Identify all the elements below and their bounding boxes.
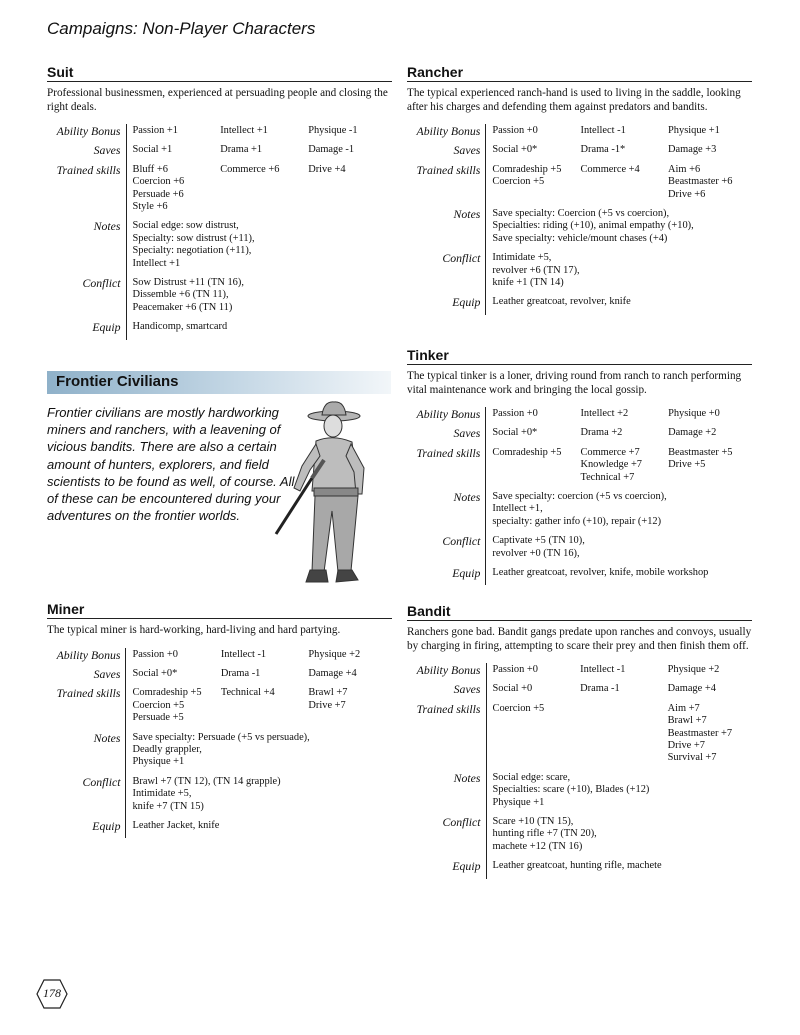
stat-cell: Intimidate +5, revolver +6 (TN 17), knife +1 (TN 14) xyxy=(492,252,580,289)
stat-row-saves xyxy=(47,143,392,162)
npc-description: The typical experienced ranch-hand is used to living in the saddle, looking after his charges and defending them against predators and bandits. xyxy=(407,87,741,113)
stat-row-ability xyxy=(407,124,752,143)
stat-cell: Drama +2 xyxy=(580,427,623,439)
stat-cell: Comradeship +5 xyxy=(492,446,562,458)
stat-cell: Aim +7 Brawl +7 Beastmaster +7 Drive +7 Survival +7 xyxy=(667,702,733,764)
row-label: Ability Bonus xyxy=(407,407,486,426)
row-label: Saves xyxy=(47,667,126,686)
row-label: Equip xyxy=(407,566,486,585)
stat-cell: Drama -1 xyxy=(580,683,620,695)
row-label: Saves xyxy=(407,426,486,445)
row-label: Conflict xyxy=(47,276,126,320)
npc-block-suit xyxy=(47,64,392,340)
stat-table xyxy=(47,124,392,340)
stat-row-skills xyxy=(47,163,392,220)
stat-cell: Leather greatcoat, revolver, knife xyxy=(492,296,631,308)
stat-cell: Passion +0 xyxy=(492,125,538,136)
stat-cell: Comradeship +5 Coercion +5 Persuade +5 xyxy=(132,687,202,724)
stat-cell: Damage +4 xyxy=(308,667,357,679)
row-label: Ability Bonus xyxy=(407,124,486,143)
npc-description: The typical tinker is a loner, driving round from ranch to ranch performing vital maintenance work and bringing the local gossip. xyxy=(407,370,742,396)
stat-row-notes xyxy=(407,490,752,534)
npc-block-bandit xyxy=(407,603,752,879)
cowboy-with-rifle-illustration xyxy=(272,396,392,596)
stat-cell: Scare +10 (TN 15), hunting rifle +7 (TN 20), machete +12 (TN 16) xyxy=(492,816,597,852)
stat-cell: Drama +1 xyxy=(220,144,263,156)
stat-row-ability xyxy=(47,124,392,143)
row-label: Trained skills xyxy=(47,163,126,220)
npc-title: Suit xyxy=(47,64,392,82)
stat-cell: Sow Distrust +11 (TN 16), Dissemble +6 (TN 11), Peacemaker +6 (TN 11) xyxy=(132,277,244,313)
row-label: Notes xyxy=(407,490,486,534)
row-label: Trained skills xyxy=(47,686,126,730)
row-label: Conflict xyxy=(407,815,486,859)
stat-cell: Commerce +4 xyxy=(580,163,640,175)
row-label: Ability Bonus xyxy=(47,648,126,667)
row-label: Conflict xyxy=(407,534,486,566)
row-label: Equip xyxy=(47,819,126,838)
row-label: Ability Bonus xyxy=(407,663,486,682)
stat-table xyxy=(407,663,752,879)
stat-row-skills xyxy=(407,163,752,207)
npc-title: Miner xyxy=(47,601,392,619)
page-number-badge xyxy=(36,979,68,1009)
stat-row-ability xyxy=(407,407,752,426)
stat-cell: Social edge: scare, Specialties: scare (+10), Blades (+12) Physique +1 xyxy=(492,771,650,808)
stat-cell: Passion +0 xyxy=(492,408,538,419)
stat-cell: Physique +0 xyxy=(668,408,720,419)
stat-row-saves xyxy=(407,682,752,701)
stat-cell: Intellect +2 xyxy=(580,408,629,419)
stat-cell: Social edge: sow distrust, Specialty: sow distrust (+11), Specialty: negotiation (+11), Intellect +1 xyxy=(132,220,255,269)
stat-cell: Physique +2 xyxy=(308,648,361,660)
stat-cell: Bluff +6 Coercion +6 Persuade +6 Style +6 xyxy=(132,163,185,213)
section-intro: Frontier civilians are mostly hardworking miners and ranchers, with a leavening of vicious bandits. There are also a certain amount of hunters, explorers, and field scientists to be found as well, of course. All of these can be encountered during your adventures on the frontier worlds. xyxy=(47,405,295,524)
stat-row-equip xyxy=(47,819,392,838)
stat-cell: Drama -1 xyxy=(220,667,261,679)
stat-row-notes xyxy=(47,731,392,775)
npc-description: The typical miner is hard-working, hard-living and hard partying. xyxy=(47,624,341,636)
stat-cell: Technical +4 xyxy=(220,687,275,699)
stat-row-saves xyxy=(407,426,752,445)
stat-cell: Leather greatcoat, hunting rifle, machete xyxy=(492,860,662,872)
stat-row-saves xyxy=(407,143,752,162)
row-label: Saves xyxy=(407,143,486,162)
stat-row-conflict xyxy=(407,815,752,859)
stat-cell: Social +0* xyxy=(132,667,178,679)
stat-row-skills xyxy=(407,702,752,771)
stat-row-conflict xyxy=(407,251,752,295)
stat-cell xyxy=(578,702,665,771)
row-label: Notes xyxy=(47,731,126,775)
stat-cell: Intellect +1 xyxy=(220,125,268,136)
stat-row-equip xyxy=(407,566,752,585)
stat-table xyxy=(407,407,752,585)
row-label: Equip xyxy=(407,859,486,878)
stat-cell: Intellect -1 xyxy=(580,125,626,136)
stat-row-skills xyxy=(47,686,392,730)
stat-table xyxy=(407,124,752,315)
row-label: Trained skills xyxy=(407,163,486,207)
row-label: Ability Bonus xyxy=(47,124,126,143)
stat-row-notes xyxy=(47,219,392,276)
stat-row-skills xyxy=(407,446,752,490)
stat-cell: Commerce +6 xyxy=(220,163,280,175)
section-title: Frontier Civilians xyxy=(56,373,179,390)
npc-title: Bandit xyxy=(407,603,752,621)
row-label: Trained skills xyxy=(407,446,486,490)
stat-cell: Social +0 xyxy=(492,683,533,695)
stat-row-conflict xyxy=(47,775,392,819)
stat-row-conflict xyxy=(407,534,752,566)
page-header: Campaigns: Non-Player Characters xyxy=(47,19,316,38)
npc-description: Professional businessmen, experienced at persuading people and closing the right deals. xyxy=(47,87,388,113)
stat-row-ability xyxy=(47,648,392,667)
stat-cell: Passion +0 xyxy=(492,664,538,675)
stat-table xyxy=(47,648,392,839)
stat-cell: Captivate +5 (TN 10), revolver +0 (TN 16), xyxy=(492,535,585,559)
stat-cell: Passion +1 xyxy=(132,125,178,136)
stat-cell: Comradeship +5 Coercion +5 xyxy=(492,163,562,188)
stat-cell: Social +0* xyxy=(492,144,538,156)
stat-row-equip xyxy=(407,859,752,878)
stat-cell: Damage +3 xyxy=(668,144,717,156)
stat-cell: Passion +0 xyxy=(132,648,178,660)
npc-block-rancher xyxy=(407,64,752,315)
row-label: Notes xyxy=(407,207,486,251)
stat-cell: Brawl +7 (TN 12), (TN 14 grapple) Intimidate +5, knife +7 (TN 15) xyxy=(132,775,281,812)
stat-cell: Aim +6 Beastmaster +6 Drive +6 xyxy=(668,163,733,200)
row-label: Equip xyxy=(47,320,126,339)
stat-cell: Intellect -1 xyxy=(580,664,626,675)
stat-row-saves xyxy=(47,667,392,686)
stat-row-notes xyxy=(407,207,752,251)
stat-row-equip xyxy=(407,295,752,314)
page-number: 178 xyxy=(43,986,61,1000)
row-label: Conflict xyxy=(407,251,486,295)
stat-row-ability xyxy=(407,663,752,682)
npc-title: Tinker xyxy=(407,347,752,365)
npc-block-miner xyxy=(47,601,392,838)
stat-cell: Drive +4 xyxy=(308,163,346,175)
stat-cell: Damage +4 xyxy=(667,683,716,695)
stat-cell: Save specialty: Coercion (+5 vs coercion), Specialties: riding (+10), animal empathy (+10), Save specialty: vehicle/mount chases (+4) xyxy=(492,208,694,244)
stat-cell: Coercion +5 xyxy=(492,702,545,714)
row-label: Notes xyxy=(47,219,126,276)
row-label: Notes xyxy=(407,771,486,815)
stat-cell: Beastmaster +5 Drive +5 xyxy=(668,446,733,471)
row-label: Conflict xyxy=(47,775,126,819)
npc-title: Rancher xyxy=(407,64,752,82)
row-label: Saves xyxy=(47,143,126,162)
stat-cell: Damage -1 xyxy=(308,144,355,156)
stat-cell: Leather greatcoat, revolver, knife, mobile workshop xyxy=(492,567,709,579)
row-label: Trained skills xyxy=(407,702,486,771)
row-label: Equip xyxy=(407,295,486,314)
npc-description: Ranchers gone bad. Bandit gangs predate upon ranches and convoys, usually by charging in firing, attempting to scare their prey and then finish them off. xyxy=(407,626,752,652)
stat-cell: Commerce +7 Knowledge +7 Technical +7 xyxy=(580,446,643,483)
stat-row-conflict xyxy=(47,276,392,320)
section-banner xyxy=(47,371,391,394)
stat-cell: Handicomp, smartcard xyxy=(132,321,228,333)
stat-cell: Drama -1* xyxy=(580,144,626,156)
stat-row-equip xyxy=(47,320,392,339)
stat-cell: Physique +2 xyxy=(667,664,720,675)
npc-block-tinker xyxy=(407,347,752,585)
stat-cell: Physique +1 xyxy=(668,125,720,136)
stat-row-notes xyxy=(407,771,752,815)
stat-cell: Social +0* xyxy=(492,427,538,439)
row-label: Saves xyxy=(407,682,486,701)
stat-cell: Save specialty: Persuade (+5 vs persuade), Deadly grappler, Physique +1 xyxy=(132,731,310,768)
stat-cell: Intellect -1 xyxy=(220,648,267,660)
stat-cell: Leather Jacket, knife xyxy=(132,819,220,831)
stat-cell: Brawl +7 Drive +7 xyxy=(308,687,348,711)
stat-cell: Save specialty: coercion (+5 vs coercion), Intellect +1, specialty: gather info (+10), repair (+12) xyxy=(492,491,667,527)
stat-cell: Physique -1 xyxy=(308,125,358,136)
stat-cell: Social +1 xyxy=(132,144,173,156)
stat-cell: Damage +2 xyxy=(668,427,717,439)
